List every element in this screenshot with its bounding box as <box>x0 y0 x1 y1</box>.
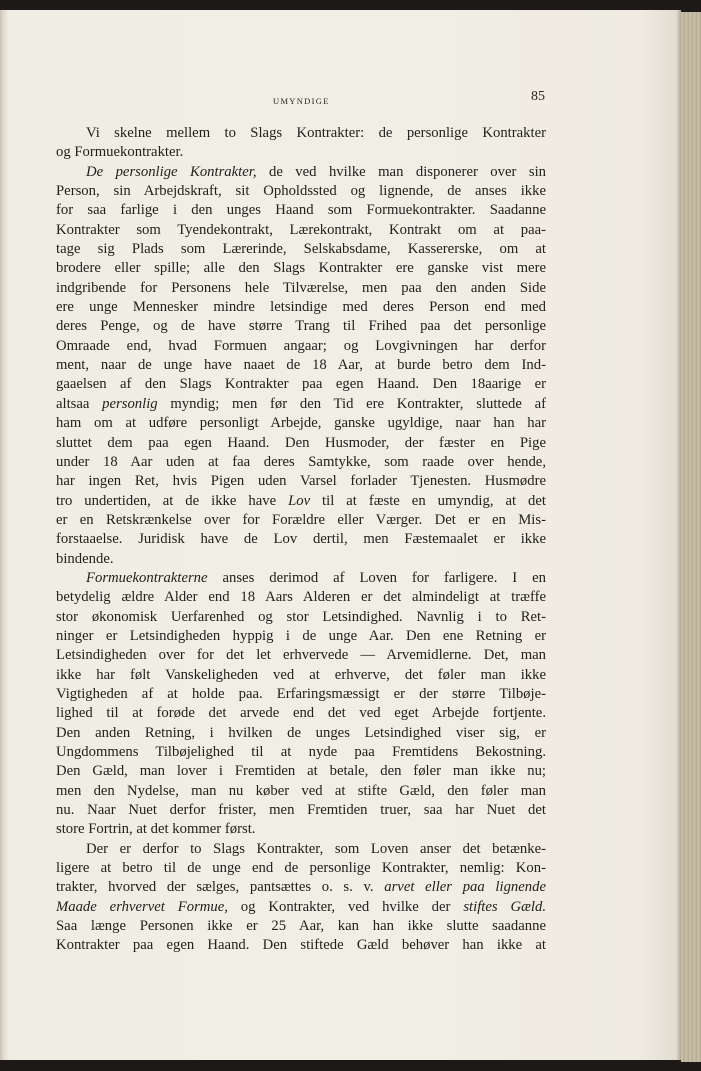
text-run: og Kontrakter, ved hvilke der <box>227 898 464 915</box>
text-run: anses derimod af Loven for farligere. I en <box>207 569 546 586</box>
text-line <box>56 898 546 917</box>
text-line: ligere at betro til de unge end de personlige Kontrakter, nemlig: Kon- <box>56 860 546 877</box>
text-line: ninger er Letsindigheden hyppig i de unge Aar. Den ene Retning er <box>56 627 546 644</box>
book-page-edges <box>681 12 701 1062</box>
text-line: gaaelsen af den Slags Kontrakter paa egen Haand. Den 18aarige er <box>56 376 546 393</box>
text-line <box>56 395 546 414</box>
text-run: trakter, hvorved der sælges, pantsættes o. s. v. <box>56 879 385 896</box>
page-number: 85 <box>531 89 545 104</box>
text-line <box>56 163 546 182</box>
text-line: brodere eller spille; alle den Slags Kontrakter ere ganske vist mere <box>56 260 546 277</box>
text-line: ere unge Mennesker mindre letsindige med deres Person end med <box>56 299 546 316</box>
italic-phrase: Lov <box>288 492 311 509</box>
body-text <box>56 124 546 956</box>
text-line: Vi skelne mellem to Slags Kontrakter: de personlige Kontrakter <box>86 125 546 141</box>
text-line: Person, sin Arbejdskraft, sit Opholdssted og lignende, de anses ikke <box>56 183 546 200</box>
text-line: stor økonomisk Uerfarenhed og stor Letsindighed. Navnlig i to Ret- <box>56 608 546 625</box>
running-head: UMYNDIGE <box>273 96 330 106</box>
text-run: altsaa <box>56 395 103 412</box>
text-line: Den anden Retning, i hvilken de unges Letsindighed viser sig, er <box>56 724 546 741</box>
italic-phrase: personlig <box>102 395 158 412</box>
text-line: tage sig Plads som Lærerinde, Selskabsdame, Kassererske, om at <box>56 241 546 258</box>
text-run: tro undertiden, at de ikke have <box>56 492 289 509</box>
italic-phrase: De personlige Kontrakter, <box>86 163 257 180</box>
text-line: Kontrakter paa egen Haand. Den stiftede Gæld behøver han ikke at <box>56 937 546 954</box>
text-line: Vigtigheden af at holde paa. Erfaringsmæssigt er der større Tilbøje- <box>56 685 546 702</box>
text-line <box>56 878 546 897</box>
text-line: men den Nydelse, man nu køber ved at stifte Gæld, den føler man <box>56 782 546 799</box>
text-line: lighed til at forøde det arvede end det ved eget Arbejde fortjente. <box>56 705 546 722</box>
text-line: bindende. <box>56 550 114 567</box>
text-line: er en Retskrænkelse over for Forældre eller Værger. Det er en Mis- <box>56 511 546 528</box>
italic-phrase: Maade erhvervet Formue, <box>56 898 228 915</box>
text-line: deres Penge, og de have større Trang til Frihed paa det personlige <box>56 318 546 335</box>
text-line: Den Gæld, man lover i Fremtiden at betale, den føler man ikke nu; <box>56 763 546 780</box>
text-line: har ingen Ret, hvis Pigen uden Varsel forlader Tjenesten. Husmødre <box>56 473 546 490</box>
text-line: forstaaelse. Juridisk have de Lov dertil, men Fæstemaalet er ikke <box>56 531 546 548</box>
text-line: ham om at udføre personligt Arbejde, ganske ugyldige, naar han har <box>56 415 546 432</box>
text-line: ment, naar de unge have naaet de 18 Aar, at burde betro dem Ind- <box>56 357 546 374</box>
text-run: myndig; men før den Tid ere Kontrakter, sluttede af <box>157 395 547 412</box>
text-line: nu. Naar Nuet derfor frister, men Fremtiden truer, saa har Nuet det <box>56 802 546 819</box>
text-line: indgribende for Personens hele Tilværelse, men paa den anden Side <box>56 279 546 296</box>
text-line: sluttet dem paa egen Haand. Den Husmoder, der fæster en Pige <box>56 434 546 451</box>
text-line: under 18 Aar uden at faa deres Samtykke, som raade over hende, <box>56 453 546 470</box>
text-line: for saa farlige i den unges Haand som Formuekontrakter. Saadanne <box>56 202 546 219</box>
text-run: de ved hvilke man disponerer over sin <box>256 163 546 180</box>
text-line: Kontrakter som Tyendekontrakt, Lærekontrakt, Kontrakt om at paa- <box>56 221 546 238</box>
italic-phrase: Formuekontrakterne <box>86 569 208 586</box>
text-run: til at fæste en umyndig, at det <box>310 492 546 509</box>
text-line: Der er derfor to Slags Kontrakter, som Loven anser det betænke- <box>86 840 546 857</box>
text-line: store Fortrin, at det kommer først. <box>56 821 256 838</box>
text-line: Ungdommens Tilbøjelighed til at nyde paa Fremtidens Bekostning. <box>56 744 546 760</box>
text-line: og Formuekontrakter. <box>56 144 184 161</box>
text-line: Omraade end, hvad Formuen angaar; og Lovgivningen har derfor <box>56 337 546 354</box>
italic-phrase: arvet eller paa lignende <box>384 879 546 896</box>
text-line <box>56 492 546 511</box>
italic-phrase: stiftes Gæld. <box>463 898 546 915</box>
text-line: ikke har følt Vanskeligheden ved at erhverve, det føler man ikke <box>56 666 546 683</box>
text-line: Letsindigheden over for det let erhvervede — Arvemidlerne. Det, man <box>56 647 546 664</box>
text-line: betydelig ældre Alder end 18 Aars Alderen er det almindeligt at træffe <box>56 589 546 606</box>
text-line <box>56 569 546 588</box>
text-line: Saa længe Personen ikke er 25 Aar, kan han ikke slutte saadanne <box>56 918 546 935</box>
